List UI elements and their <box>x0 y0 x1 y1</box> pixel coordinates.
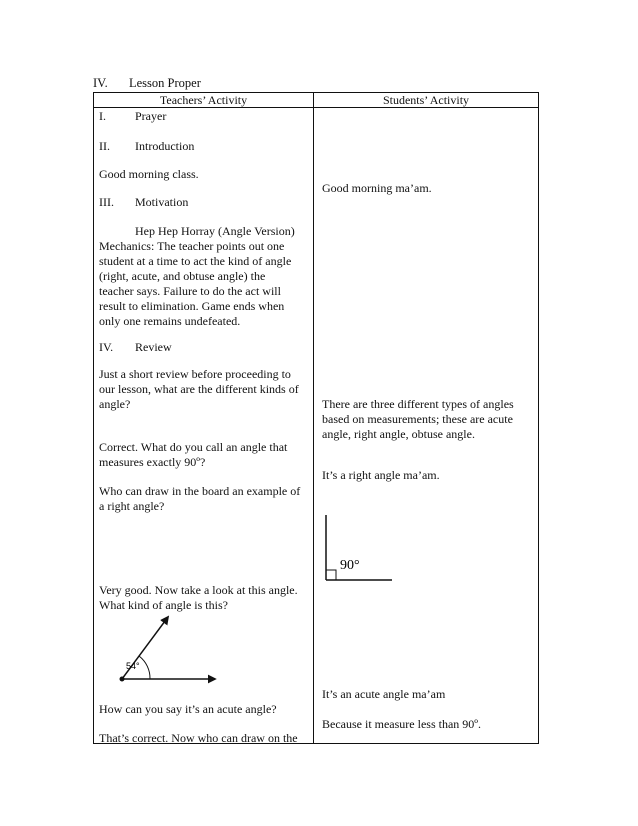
acute-question-line: What kind of angle is this? <box>99 598 228 612</box>
students-header: Students’ Activity <box>382 93 470 107</box>
review-question-line: our lesson, what are the different kinds of <box>99 382 299 396</box>
draw-question-line: Who can draw in the board an example of <box>99 484 301 498</box>
mechanics-line: result to elimination. Game ends when <box>99 299 285 313</box>
mechanics-line: Mechanics: The teacher points out one <box>99 239 285 253</box>
angle-types-answer-line: angle, right angle, obtuse angle. <box>322 427 475 441</box>
mechanics-line: student at a time to act the kind of angle <box>99 254 292 268</box>
acute-reason-answer: Because it measure less than 90º. <box>322 717 482 731</box>
review-question-line: Just a short review before proceeding to <box>99 367 291 381</box>
teacher-item-introduction: II. Introduction <box>99 139 195 153</box>
acute-angle-label: 54° <box>126 661 140 671</box>
column-divider <box>313 93 314 743</box>
students-greeting: Good morning ma’am. <box>322 181 432 195</box>
right-angle-question-line: Correct. What do you call an angle that <box>99 440 288 454</box>
section-title: Lesson Proper <box>129 76 201 90</box>
acute-why-question: How can you say it’s an acute angle? <box>99 702 277 716</box>
game-title: Hep Hep Horray (Angle Version) <box>135 224 295 238</box>
teacher-item-prayer: I. Prayer <box>99 109 167 123</box>
acute-angle-vertex <box>120 677 125 682</box>
mechanics-line: teacher says. Failure to do the act will <box>99 284 281 298</box>
right-angle-label: 90° <box>340 558 360 573</box>
right-angle-marker <box>326 570 336 580</box>
section-heading <box>93 76 201 91</box>
mechanics-line: (right, acute, and obtuse angle) the <box>99 269 266 283</box>
teacher-item-motivation: III. Motivation <box>99 195 189 209</box>
acute-answer: It’s an acute angle ma’am <box>322 687 446 701</box>
right-angle-question-line: measures exactly 90º? <box>99 455 206 469</box>
review-question-line: angle? <box>99 397 131 411</box>
mechanics-line: only one remains undefeated. <box>99 314 241 328</box>
acute-angle-arc <box>139 656 150 679</box>
angle-types-answer-line: based on measurements; these are acute <box>322 412 513 426</box>
acute-angle-figure <box>112 613 292 688</box>
section-number: IV. <box>93 76 108 90</box>
lesson-table <box>93 92 539 744</box>
teacher-header: Teachers’ Activity <box>159 93 248 107</box>
teacher-greeting: Good morning class. <box>99 167 199 181</box>
teacher-last-line: That’s correct. Now who can draw on the <box>99 731 298 745</box>
teacher-item-review: IV. Review <box>99 340 172 354</box>
angle-types-answer-line: There are three different types of angles <box>322 397 514 411</box>
acute-question-line: Very good. Now take a look at this angle. <box>99 583 298 597</box>
right-angle-figure <box>322 513 402 585</box>
draw-question-line: a right angle? <box>99 499 165 513</box>
right-angle-answer: It’s a right angle ma’am. <box>322 468 440 482</box>
